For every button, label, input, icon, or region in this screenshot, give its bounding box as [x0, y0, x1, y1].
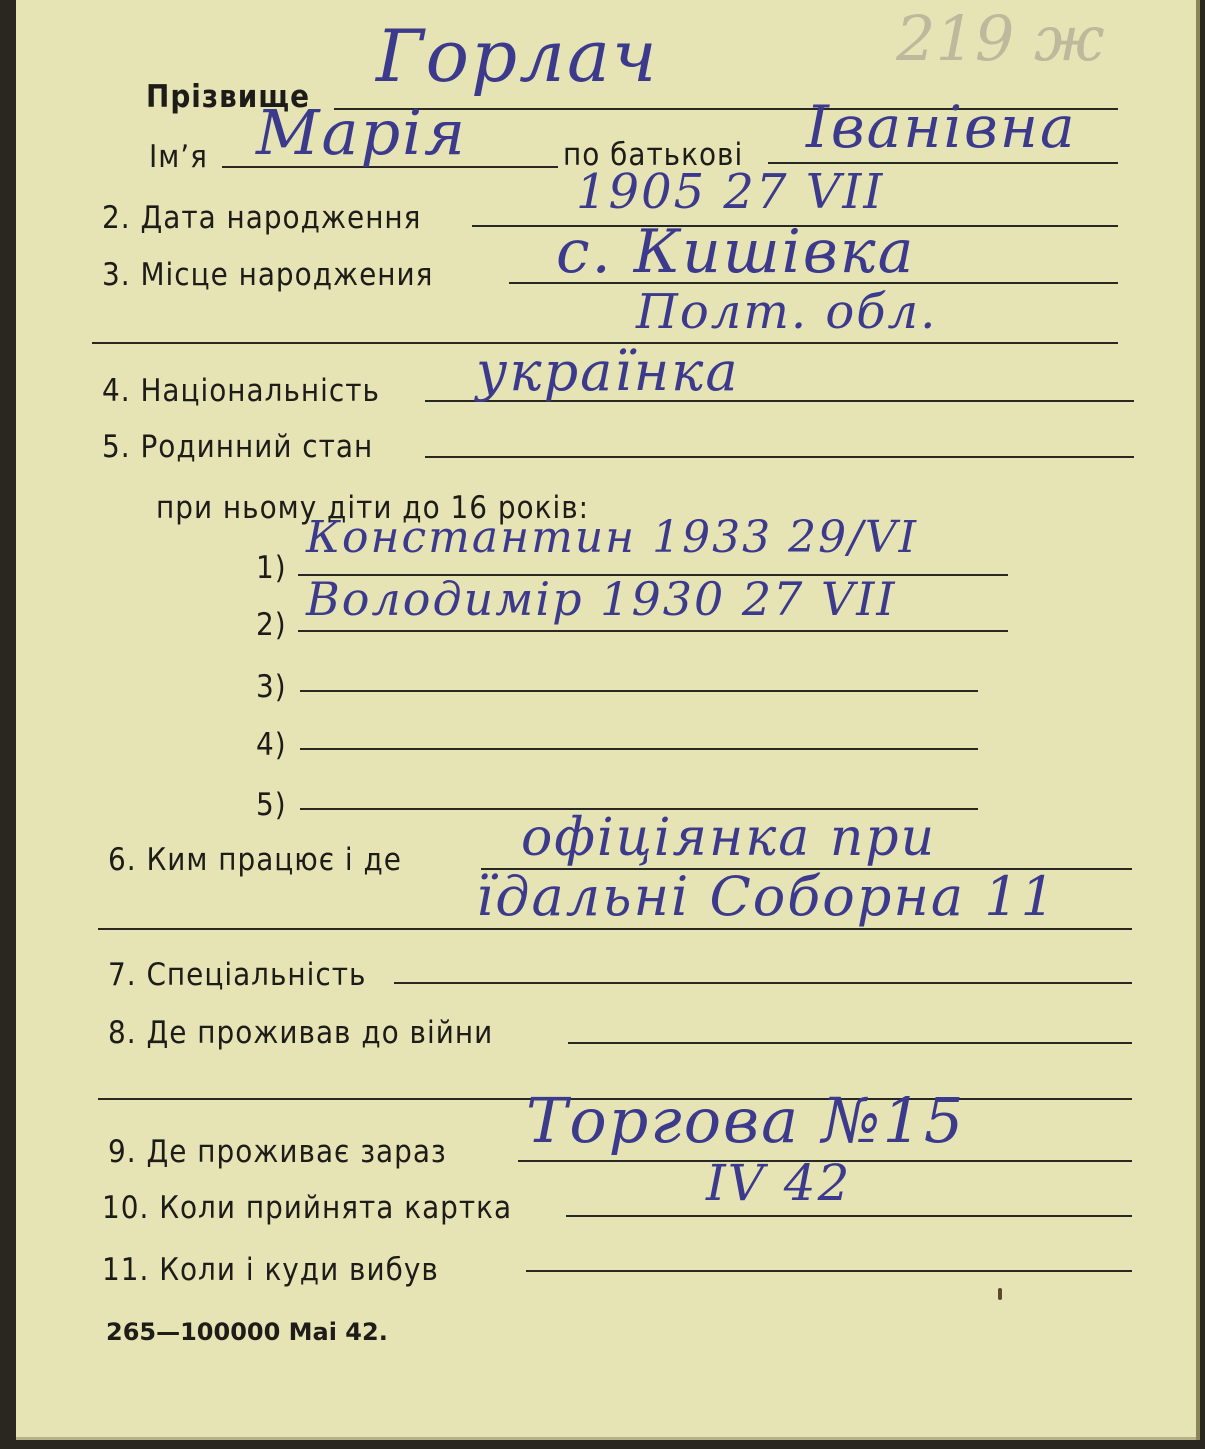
prewar-residence-label: 8. Де проживав до війни	[108, 1015, 494, 1051]
current-residence-value: Торгова №15	[526, 1084, 966, 1157]
work-value-1: офіціянка при	[521, 808, 937, 868]
birth-date-value: 1905 27 VII	[576, 164, 885, 220]
specialty-label: 7. Спеціальність	[108, 957, 367, 993]
card-number-stamp: 219 ж	[896, 2, 1105, 75]
card-accepted-line	[566, 1215, 1132, 1217]
children-label: при ньому діти до 16 років:	[156, 490, 590, 526]
birth-place-value-1: с. Кишівка	[556, 217, 916, 287]
surname-value: Горлач	[376, 14, 659, 98]
nationality-value: українка	[476, 340, 740, 403]
name-value: Марія	[256, 96, 468, 169]
child-1-value: Константин 1933 29/VI	[306, 512, 919, 563]
prewar-line-1	[568, 1042, 1132, 1044]
ink-mark	[998, 1288, 1002, 1300]
patronymic-label: по батькові	[563, 137, 744, 173]
birth-date-label: 2. Дата народження	[102, 200, 422, 236]
birth-place-value-2: Полт. обл.	[636, 284, 938, 340]
card-accepted-label: 10. Коли прийнята картка	[102, 1190, 513, 1226]
work-line-2	[98, 928, 1132, 930]
child-number-2: 2)	[256, 607, 287, 643]
card-accepted-value: IV 42	[706, 1154, 852, 1212]
current-residence-label: 9. Де проживає зараз	[108, 1134, 447, 1170]
birth-place-label: 3. Місце народжения	[102, 257, 434, 293]
nationality-label: 4. Національність	[102, 373, 380, 409]
child-number-5: 5)	[256, 787, 287, 823]
departure-line	[526, 1270, 1132, 1272]
child-number-1: 1)	[256, 550, 287, 586]
marital-status-label: 5. Родинний стан	[102, 429, 374, 465]
child-number-4: 4)	[256, 727, 287, 763]
work-value-2: їдальні Соборна 11	[476, 865, 1057, 928]
name-label: Ім’я	[149, 139, 208, 175]
child-line-4	[300, 748, 978, 750]
registration-card	[16, 0, 1200, 1440]
child-number-3: 3)	[256, 669, 287, 705]
child-line-2	[298, 630, 1008, 632]
marital-status-line	[425, 456, 1134, 458]
departure-label: 11. Коли і куди вибув	[102, 1252, 439, 1288]
child-2-value: Володимір 1930 27 VII	[306, 572, 897, 626]
work-label: 6. Ким працює і де	[108, 842, 402, 878]
child-line-3	[300, 690, 978, 692]
surname-label: Прізвище	[146, 79, 311, 115]
specialty-line	[394, 982, 1132, 984]
print-run-footer: 265—100000 Mai 42.	[106, 1318, 388, 1346]
patronymic-value: Іванівна	[806, 93, 1077, 161]
